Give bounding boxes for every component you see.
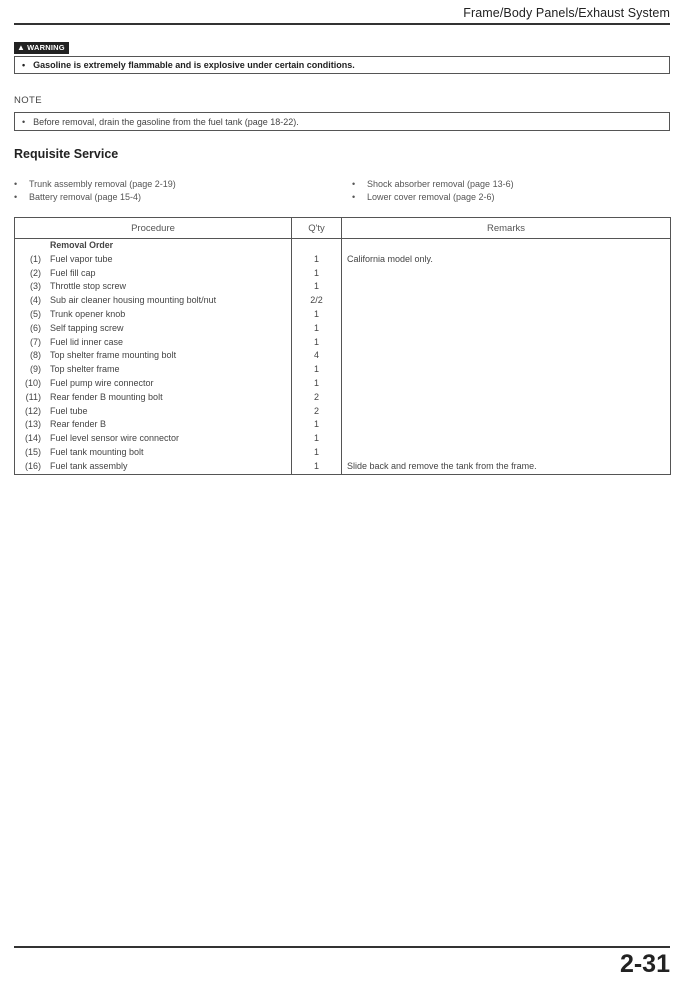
- warning-text: Gasoline is extremely flammable and is explosive under certain conditions.: [33, 60, 355, 70]
- table-row: [15, 405, 671, 419]
- step-number: (12): [15, 405, 46, 419]
- table-header-row: [15, 218, 671, 239]
- table-row: [15, 308, 671, 322]
- procedure-cell: Fuel tank assembly: [45, 460, 292, 474]
- remarks-cell: [342, 322, 671, 336]
- requisite-service-list-right: [352, 178, 514, 204]
- bullet-icon: •: [352, 179, 356, 189]
- qty-cell: 1: [292, 446, 342, 460]
- list-item: [14, 191, 176, 204]
- removal-order-row: [15, 239, 671, 253]
- step-number: (1): [15, 253, 46, 267]
- qty-cell: 1: [292, 267, 342, 281]
- remarks-cell: [342, 280, 671, 294]
- warning-box: [14, 56, 670, 74]
- qty-column-header: Q'ty: [292, 218, 342, 239]
- bullet-icon: •: [14, 179, 18, 189]
- remarks-cell: Slide back and remove the tank from the frame.: [342, 460, 671, 474]
- procedure-cell: Fuel level sensor wire connector: [45, 432, 292, 446]
- qty-cell: 2/2: [292, 294, 342, 308]
- step-number: (13): [15, 418, 46, 432]
- remarks-cell: [342, 363, 671, 377]
- requisite-service-list-left: [14, 178, 176, 204]
- note-label: NOTE: [14, 95, 42, 106]
- procedure-cell: Self tapping screw: [45, 322, 292, 336]
- qty-cell: 1: [292, 460, 342, 474]
- page-header-title: Frame/Body Panels/Exhaust System: [463, 6, 670, 20]
- remarks-cell: [342, 336, 671, 350]
- warning-badge-label: WARNING: [27, 43, 65, 52]
- procedure-cell: Fuel vapor tube: [45, 253, 292, 267]
- procedure-cell: Fuel pump wire connector: [45, 377, 292, 391]
- section-title: Requisite Service: [14, 147, 119, 161]
- qty-cell: 1: [292, 253, 342, 267]
- note-text: Before removal, drain the gasoline from the fuel tank (page 18-22).: [33, 117, 299, 127]
- table-row: [15, 432, 671, 446]
- step-number: (8): [15, 349, 46, 363]
- table-row: [15, 294, 671, 308]
- remarks-cell: [342, 308, 671, 322]
- table-row: [15, 322, 671, 336]
- qty-cell: 2: [292, 405, 342, 419]
- procedure-cell: Top shelter frame: [45, 363, 292, 377]
- table-row: [15, 391, 671, 405]
- table-row: [15, 280, 671, 294]
- page-number: 2-31: [619, 950, 670, 978]
- table-row: [15, 418, 671, 432]
- footer-divider: [14, 946, 670, 948]
- table-row: [15, 267, 671, 281]
- table-row: [15, 336, 671, 350]
- step-number: (14): [15, 432, 46, 446]
- qty-cell: 1: [292, 363, 342, 377]
- procedure-cell: Trunk opener knob: [45, 308, 292, 322]
- procedure-cell: Fuel fill cap: [45, 267, 292, 281]
- procedure-cell: Top shelter frame mounting bolt: [45, 349, 292, 363]
- step-number: (15): [15, 446, 46, 460]
- step-number: (11): [15, 391, 46, 405]
- remarks-cell: [342, 294, 671, 308]
- procedure-cell: Rear fender B mounting bolt: [45, 391, 292, 405]
- list-item-text: Battery removal (page 15-4): [29, 192, 142, 202]
- procedure-cell: Throttle stop screw: [45, 280, 292, 294]
- step-number: (9): [15, 363, 46, 377]
- remarks-cell: [342, 391, 671, 405]
- bullet-icon: •: [22, 60, 26, 70]
- remarks-cell: [342, 432, 671, 446]
- list-item-text: Trunk assembly removal (page 2-19): [29, 179, 176, 189]
- step-number: (4): [15, 294, 46, 308]
- list-item-text: Shock absorber removal (page 13-6): [367, 179, 514, 189]
- step-number: (2): [15, 267, 46, 281]
- bullet-icon: •: [14, 192, 18, 202]
- table-row: [15, 460, 671, 474]
- procedure-cell: Sub air cleaner housing mounting bolt/nut: [45, 294, 292, 308]
- bullet-icon: •: [352, 192, 356, 202]
- qty-cell: 1: [292, 418, 342, 432]
- procedure-table-body: [15, 239, 671, 475]
- step-number: (5): [15, 308, 46, 322]
- remarks-cell: [342, 405, 671, 419]
- table-row: [15, 349, 671, 363]
- step-number: (3): [15, 280, 46, 294]
- qty-cell: 1: [292, 377, 342, 391]
- remarks-cell: [342, 349, 671, 363]
- removal-order-label: Removal Order: [45, 239, 292, 253]
- procedure-cell: Fuel lid inner case: [45, 336, 292, 350]
- remarks-cell: [342, 446, 671, 460]
- step-number: (7): [15, 336, 46, 350]
- header-divider: [14, 23, 670, 25]
- list-item: [14, 178, 176, 191]
- qty-cell: 2: [292, 391, 342, 405]
- procedure-cell: Fuel tube: [45, 405, 292, 419]
- step-number: (6): [15, 322, 46, 336]
- qty-cell: 1: [292, 336, 342, 350]
- qty-cell: 1: [292, 322, 342, 336]
- remarks-cell: California model only.: [342, 253, 671, 267]
- warning-badge: [14, 42, 69, 54]
- qty-cell: 1: [292, 432, 342, 446]
- remarks-cell: [342, 377, 671, 391]
- table-row: [15, 363, 671, 377]
- warning-triangle-icon: ▲: [17, 43, 26, 52]
- remarks-cell: [342, 418, 671, 432]
- procedure-column-header: Procedure: [15, 218, 292, 239]
- procedure-cell: Fuel tank mounting bolt: [45, 446, 292, 460]
- step-number: (10): [15, 377, 46, 391]
- note-box: [14, 112, 670, 131]
- qty-cell: 4: [292, 349, 342, 363]
- remarks-cell: [342, 267, 671, 281]
- table-row: [15, 377, 671, 391]
- procedure-cell: Rear fender B: [45, 418, 292, 432]
- table-row: [15, 446, 671, 460]
- qty-cell: 1: [292, 280, 342, 294]
- table-row: [15, 253, 671, 267]
- list-item: [352, 191, 514, 204]
- remarks-column-header: Remarks: [342, 218, 671, 239]
- bullet-icon: •: [22, 117, 26, 127]
- qty-cell: 1: [292, 308, 342, 322]
- list-item-text: Lower cover removal (page 2-6): [367, 192, 495, 202]
- procedure-table: [14, 217, 671, 475]
- step-number: (16): [15, 460, 46, 474]
- list-item: [352, 178, 514, 191]
